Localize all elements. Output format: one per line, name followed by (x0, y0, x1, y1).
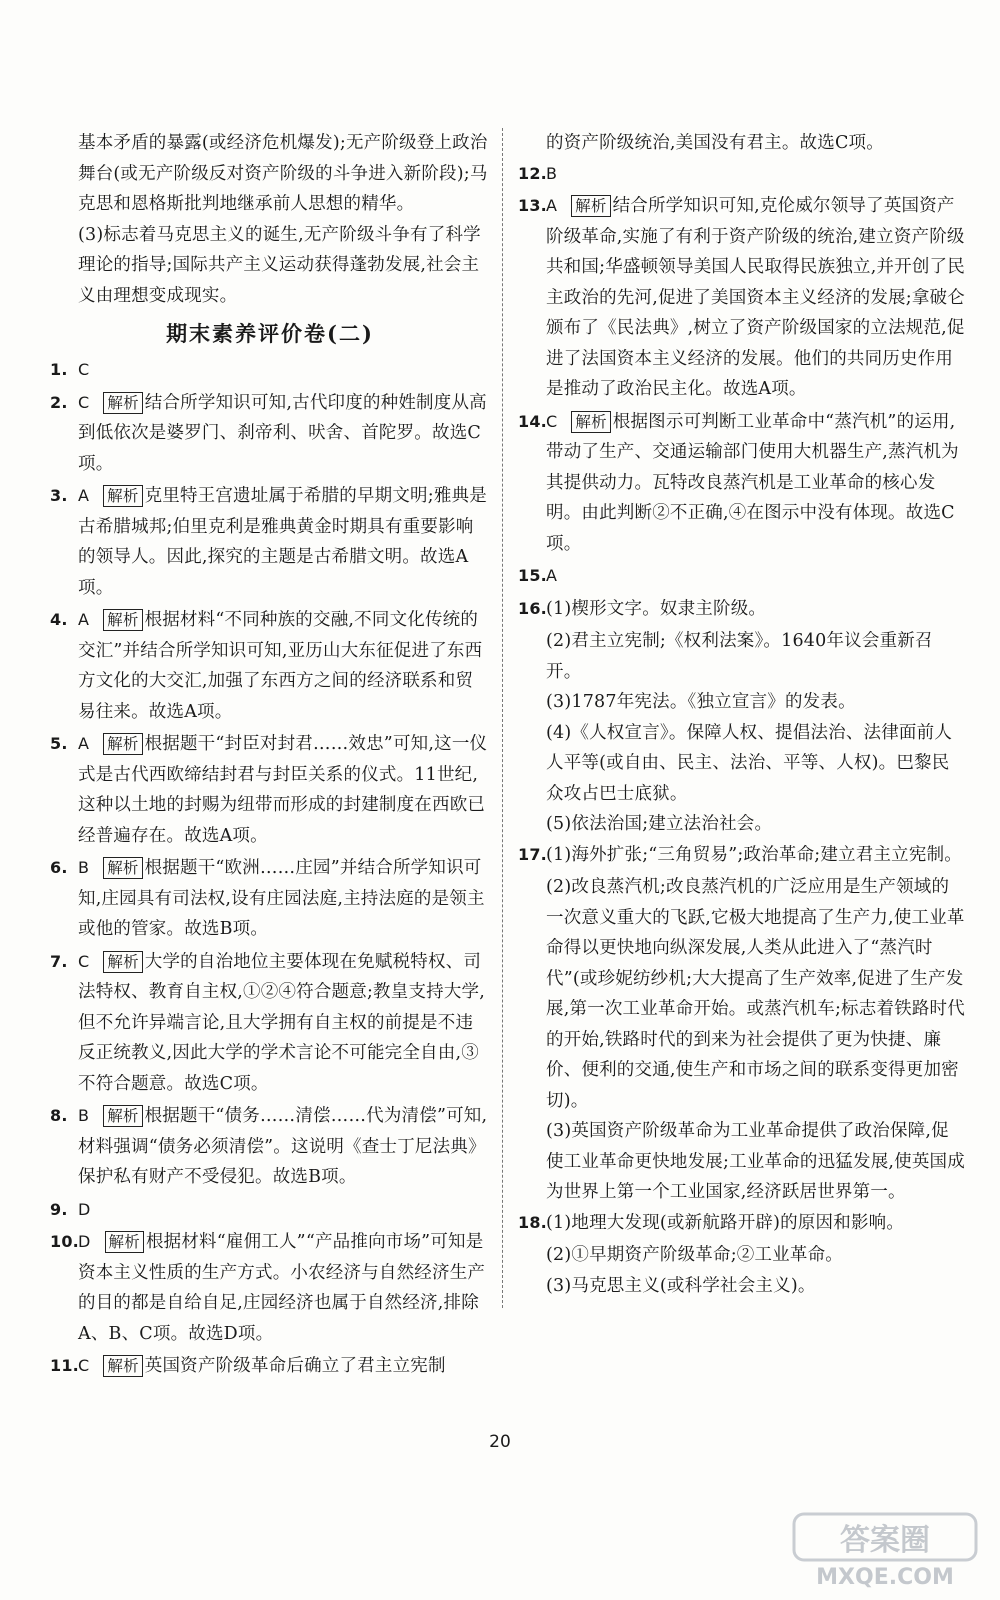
answer-item (518, 407, 966, 560)
answer-text: 根据材料“不同种族的交融,不同文化传统的交汇”并结合所学知识可知,亚历山大东征促进了东西方文化的大交汇,加强了东西方之间的经济联系和贸易往来。故选A项。 (78, 610, 483, 722)
answer-text: (1)地理大发现(或新航路开辟)的原因和影响。 (546, 1212, 905, 1233)
continuation-paragraph: 基本矛盾的暴露(或经济危机爆发);无产阶级登上政治舞台(或无产阶级反对资产阶级的斗争进入新阶段);马克思和恩格斯批判地继承前人思想的精华。 (78, 133, 488, 214)
answer-item (50, 1227, 490, 1349)
question-number: 10. (50, 1232, 79, 1251)
watermark-text: 答案圈 (840, 1523, 930, 1558)
sub-answer: (2)君主立宪制;《权利法案》。1640年议会重新召开。 (546, 631, 933, 682)
answer-item (50, 388, 490, 480)
answer-letter: A (546, 566, 558, 585)
analysis-tag: 解析 (103, 1355, 142, 1377)
question-number: 13. (518, 196, 547, 215)
right-column (518, 128, 966, 1301)
answer-letter: C (78, 1356, 90, 1375)
continuation-paragraph: 的资产阶级统治,美国没有君主。故选C项。 (546, 133, 884, 153)
answer-text: 结合所学知识可知,克伦威尔领导了英国资产阶级革命,实施了有利于资产阶级的统治,建立资产阶级共和国;华盛顿领导美国人民取得民族独立,并开创了民主政治的先河,促进了美国资本主义经济的发展;拿破仑颁布了《民法典》,树立了资产阶级国家的立法规范,促进了法国资本主义经济的发展。他们的共同历史作用是推动了政治民主化。故选A项。 (546, 196, 965, 399)
analysis-tag: 解析 (103, 1105, 142, 1127)
answer-letter: A (78, 486, 90, 505)
answer-letter: A (546, 196, 558, 215)
answer-letter: A (78, 610, 90, 629)
answer-letter: C (78, 951, 90, 971)
question-number: 7. (50, 951, 68, 971)
answer-text: 大学的自治地位主要体现在免赋税特权、司法特权、教育自主权,①②④符合题意;教皇支持大学,但不允许异端言论,且大学拥有自主权的前提是不违反正统教义,因此大学的学术言论不可能完全自由,③不符合题意。故选C项。 (78, 951, 486, 1094)
answer-item (50, 355, 490, 386)
watermark-logo (790, 1510, 980, 1590)
answer-letter: C (78, 392, 90, 412)
answer-list (50, 355, 490, 1382)
watermark-url: MXQE.COM (816, 1565, 954, 1590)
analysis-tag: 解析 (103, 609, 142, 631)
answer-item (50, 729, 490, 851)
sub-answer: (4)《人权宣言》。保障人权、提倡法治、法律面前人人平等(或自由、民主、法治、平等、人权)。巴黎民众攻占巴士底狱。 (546, 722, 953, 804)
analysis-tag: 解析 (571, 411, 610, 433)
question-number: 17. (518, 844, 547, 864)
answer-item (50, 605, 490, 727)
section-title: 期末素养评价卷(二) (166, 321, 374, 346)
sub-answer: (2)改良蒸汽机;改良蒸汽机的广泛应用是生产领域的一次意义重大的飞跃,它极大地提高了生产力,使工业革命得以更快地向纵深发展,人类从此进入了“蒸汽时代”(或珍妮纺纱机;大大提高了生产效率,促进了生产发展,第一次工业革命开始。或蒸汽机车;标志着铁路时代的开始,铁路时代的到来为社会提供了更为快捷、廉价、便利的交通,使生产和市场之间的联系变得更加密切)。 (546, 877, 965, 1111)
answer-text: 根据题干“债务……清偿……代为清偿”可知,材料强调“债务必须清偿”。这说明《查士丁尼法典》保护私有财产不受侵犯。故选B项。 (78, 1106, 488, 1187)
answer-text: 根据材料“雇佣工人”“产品推向市场”可知是资本主义性质的生产方式。小农经济与自然经济生产的目的都是自给自足,庄园经济也属于自然经济,排除A、B、C项。故选D项。 (78, 1232, 486, 1344)
question-number: 18. (518, 1212, 547, 1232)
answer-item (50, 1101, 490, 1193)
question-number: 4. (50, 610, 68, 629)
question-number: 11. (50, 1356, 79, 1375)
answer-text: 英国资产阶级革命后确立了君主立宪制 (144, 1356, 446, 1376)
answer-letter: B (546, 163, 558, 183)
column-divider (502, 128, 503, 1308)
answer-letter: C (78, 360, 90, 379)
answer-item (518, 159, 966, 190)
answer-item (518, 1208, 966, 1239)
left-column (50, 128, 490, 1384)
question-number: 3. (50, 486, 68, 505)
question-number: 5. (50, 734, 68, 753)
question-number: 16. (518, 598, 547, 618)
analysis-tag: 解析 (103, 485, 142, 507)
analysis-tag: 解析 (105, 1231, 144, 1253)
answer-text: 结合所学知识可知,古代印度的种姓制度从高到低依次是婆罗门、刹帝利、吠舍、首陀罗。故选C项。 (78, 392, 487, 474)
answer-text: 克里特王宫遗址属于希腊的早期文明;雅典是古希腊城邦;伯里克利是雅典黄金时期具有重要影响的领导人。因此,探究的主题是古希腊文明。故选A项。 (78, 486, 487, 598)
answer-letter: B (78, 858, 90, 877)
answer-letter: B (78, 1106, 90, 1125)
answer-item (518, 840, 966, 871)
question-number: 15. (518, 566, 547, 585)
question-number: 2. (50, 392, 68, 412)
answer-item (50, 481, 490, 603)
question-number: 1. (50, 360, 68, 379)
analysis-tag: 解析 (103, 951, 142, 973)
analysis-tag: 解析 (103, 392, 142, 414)
sub-answer: (3)1787年宪法。《独立宣言》的发表。 (546, 692, 856, 712)
question-number: 6. (50, 858, 68, 877)
continuation-paragraph: (3)标志着马克思主义的诞生,无产阶级斗争有了科学理论的指导;国际共产主义运动获得蓬勃发展,社会主义由理想变成现实。 (78, 224, 481, 306)
sub-answer: (3)马克思主义(或科学社会主义)。 (546, 1275, 816, 1296)
answer-letter: C (546, 411, 558, 431)
analysis-tag: 解析 (103, 733, 142, 755)
answer-item (518, 594, 966, 625)
answer-text: 根据题干“封臣对封君……效忠”可知,这一仪式是古代西欧缔结封君与封臣关系的仪式。11世纪,这种以土地的封赐为纽带而形成的封建制度在西欧已经普遍存在。故选A项。 (78, 734, 488, 846)
analysis-tag: 解析 (571, 195, 610, 217)
sub-answer: (5)依法治国;建立法治社会。 (546, 814, 773, 834)
analysis-tag: 解析 (103, 857, 142, 879)
answer-item (50, 853, 490, 945)
question-number: 14. (518, 411, 547, 431)
answer-item (50, 947, 490, 1100)
question-number: 12. (518, 163, 547, 183)
answer-text: (1)楔形文字。奴隶主阶级。 (546, 598, 767, 619)
answer-text: 根据图示可判断工业革命中“蒸汽机”的运用,带动了生产、交通运输部门使用大机器生产,蒸汽机为其提供动力。瓦特改良蒸汽机是工业革命的核心发明。由此判断②不正确,④在图示中没有体现。故选C项。 (546, 411, 959, 554)
answer-letter: D (78, 1232, 91, 1251)
answer-item (518, 191, 966, 405)
page-number: 20 (489, 1432, 511, 1452)
answer-list (518, 159, 966, 1302)
answer-letter: A (78, 734, 90, 753)
sub-answer: (2)①早期资产阶级革命;②工业革命。 (546, 1245, 843, 1265)
question-number: 8. (50, 1106, 68, 1125)
answer-item (50, 1195, 490, 1226)
sub-answer: (3)英国资产阶级革命为工业革命提供了政治保障,促使工业革命更快地发展;工业革命的迅猛发展,使英国成为世界上第一个工业国家,经济跃居世界第一。 (546, 1121, 965, 1202)
answer-item (518, 561, 966, 592)
question-number: 9. (50, 1199, 68, 1219)
answer-letter: D (78, 1199, 91, 1219)
answer-item (50, 1351, 490, 1382)
answer-text: 根据题干“欧洲……庄园”并结合所学知识可知,庄园具有司法权,设有庄园法庭,主持法庭的是领主或他的管家。故选B项。 (78, 858, 485, 939)
answer-text: (1)海外扩张;“三角贸易”;政治革命;建立君主立宪制。 (546, 844, 962, 865)
